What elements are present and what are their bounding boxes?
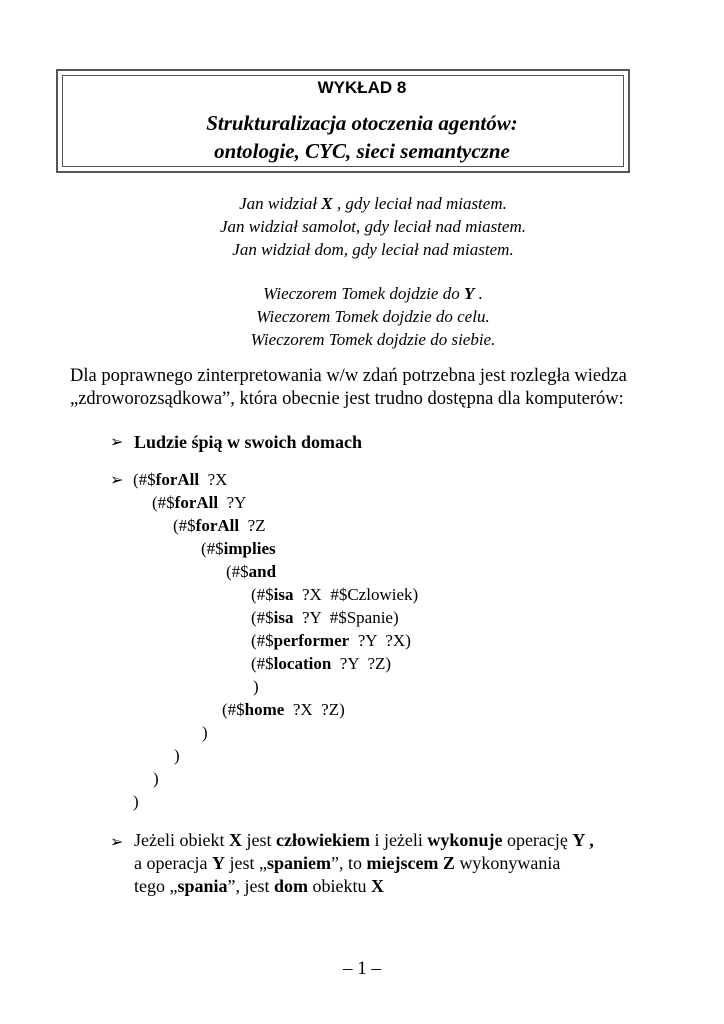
code-line-7: (#$isa ?Y #$Spanie) — [251, 608, 399, 627]
code-line-12: ) — [202, 723, 208, 742]
code-line-10: ) — [253, 677, 259, 696]
code-line-6: (#$isa ?X #$Czlowiek) — [251, 585, 419, 604]
rule-line-3: tego „spania”, jest dom obiektu X — [134, 876, 385, 896]
example-sentence-4: Wieczorem Tomek dojdzie do Y . — [263, 284, 483, 303]
paragraph-line-1: Dla poprawnego zinterpretowania w/w zdań potrzebna jest rozległa wiedza — [70, 366, 627, 386]
code-line-2: (#$forAll ?Y — [152, 493, 247, 512]
code-line-5: (#$and — [226, 562, 277, 581]
lecture-number: WYKŁAD 8 — [317, 78, 407, 97]
example-sentence-3: Jan widział dom, gdy leciał nad miastem. — [232, 240, 514, 259]
rule-line-2: a operacja Y jest „spaniem”, to miejscem Z wykonywania — [134, 853, 561, 873]
code-line-3: (#$forAll ?Z — [173, 516, 266, 535]
page-number: – 1 – — [343, 958, 381, 979]
example-sentence-1: Jan widział X , gdy leciał nad miastem. — [239, 194, 507, 213]
code-line-14: ) — [153, 769, 159, 788]
bullet-arrow-icon: ➢ — [110, 834, 124, 851]
code-line-11: (#$home ?X ?Z) — [222, 700, 345, 719]
title-line-2: ontologie, CYC, sieci semantyczne — [214, 139, 510, 163]
example-sentence-2: Jan widział samolot, gdy leciał nad miastem. — [220, 217, 526, 236]
example-sentence-5: Wieczorem Tomek dojdzie do celu. — [256, 307, 490, 326]
variable-y: Y — [463, 284, 475, 303]
example-sentence-6: Wieczorem Tomek dojdzie do siebie. — [250, 330, 496, 349]
code-line-1: (#$forAll ?X — [133, 470, 228, 489]
variable-x: X — [321, 194, 333, 213]
paragraph-line-2: „zdroworozsądkowa”, która obecnie jest trudno dostępna dla komputerów: — [70, 389, 624, 409]
code-line-13: ) — [174, 746, 180, 765]
title-line-1: Strukturalizacja otoczenia agentów: — [206, 111, 518, 135]
rule-line-1: Jeżeli obiekt X jest człowiekiem i jeżeli wykonuje operację Y , — [134, 830, 594, 850]
bullet-arrow-icon: ➢ — [110, 434, 124, 451]
code-line-4: (#$implies — [201, 539, 276, 558]
code-line-9: (#$location ?Y ?Z) — [251, 654, 392, 673]
bullet-arrow-icon: ➢ — [110, 472, 124, 489]
code-line-8: (#$performer ?Y ?X) — [251, 631, 411, 650]
bullet-sleep-at-home: Ludzie śpią w swoich domach — [134, 432, 363, 452]
code-line-15: ) — [133, 792, 139, 811]
